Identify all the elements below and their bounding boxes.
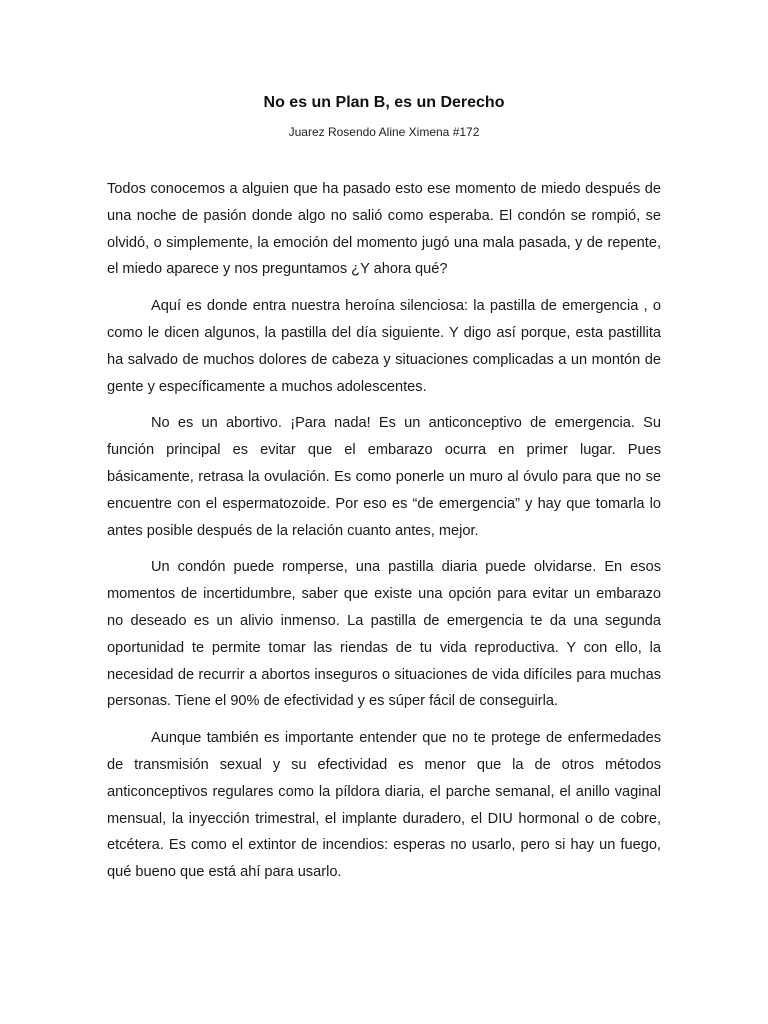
- paragraph-2: Aquí es donde entra nuestra heroína silenciosa: la pastilla de emergencia , o como le dicen algunos, la pastilla del día siguiente. Y digo así porque, esta pastillita ha salvado de muchos dolores de cabeza y situaciones complicadas a un montón de gente y específicamente a muchos adolescentes.: [107, 298, 661, 395]
- paragraph-3: No es un abortivo. ¡Para nada! Es un anticonceptivo de emergencia. Su función principal es evitar que el embarazo ocurra en primer lugar. Pues básicamente, retrasa la ovulación. Es como ponerle un muro al óvulo para que no se encuentre con el espermatozoide. Por eso es “de emergencia” y hay que tomarla lo antes posible después de la relación cuanto antes, mejor.: [107, 415, 661, 539]
- document-page: [107, 92, 661, 896]
- document-title: No es un Plan B, es un Derecho: [263, 94, 505, 111]
- document-body: [107, 176, 661, 886]
- paragraph-5: Aunque también es importante entender que no te protege de enfermedades de transmisión sexual y su efectividad es menor que la de otros métodos anticonceptivos regulares como la píldora diaria, el parche semanal, el anillo vaginal mensual, la inyección trimestral, el implante duradero, el DIU hormonal o de cobre, etcétera. Es como el extintor de incendios: esperas no usarlo, pero si hay un fuego, qué bueno que está ahí para usarlo.: [107, 730, 661, 881]
- author-line: Juarez Rosendo Aline Ximena #172: [288, 125, 480, 139]
- paragraph-4: Un condón puede romperse, una pastilla diaria puede olvidarse. En esos momentos de incertidumbre, saber que existe una opción para evitar un embarazo no deseado es un alivio inmenso. La pastilla de emergencia te da una segunda oportunidad te permite tomar las riendas de tu vida reproductiva. Y con ello, la necesidad de recurrir a abortos inseguros o situaciones de vida difíciles para muchas personas. Tiene el 90% de efectividad y es súper fácil de conseguirla.: [107, 559, 661, 710]
- paragraph-1: Todos conocemos a alguien que ha pasado esto ese momento de miedo después de una noche de pasión donde algo no salió como esperaba. El condón se rompió, se olvidó, o simplemente, la emoción del momento jugó una mala pasada, y de repente, el miedo aparece y nos preguntamos ¿Y ahora qué?: [107, 181, 661, 278]
